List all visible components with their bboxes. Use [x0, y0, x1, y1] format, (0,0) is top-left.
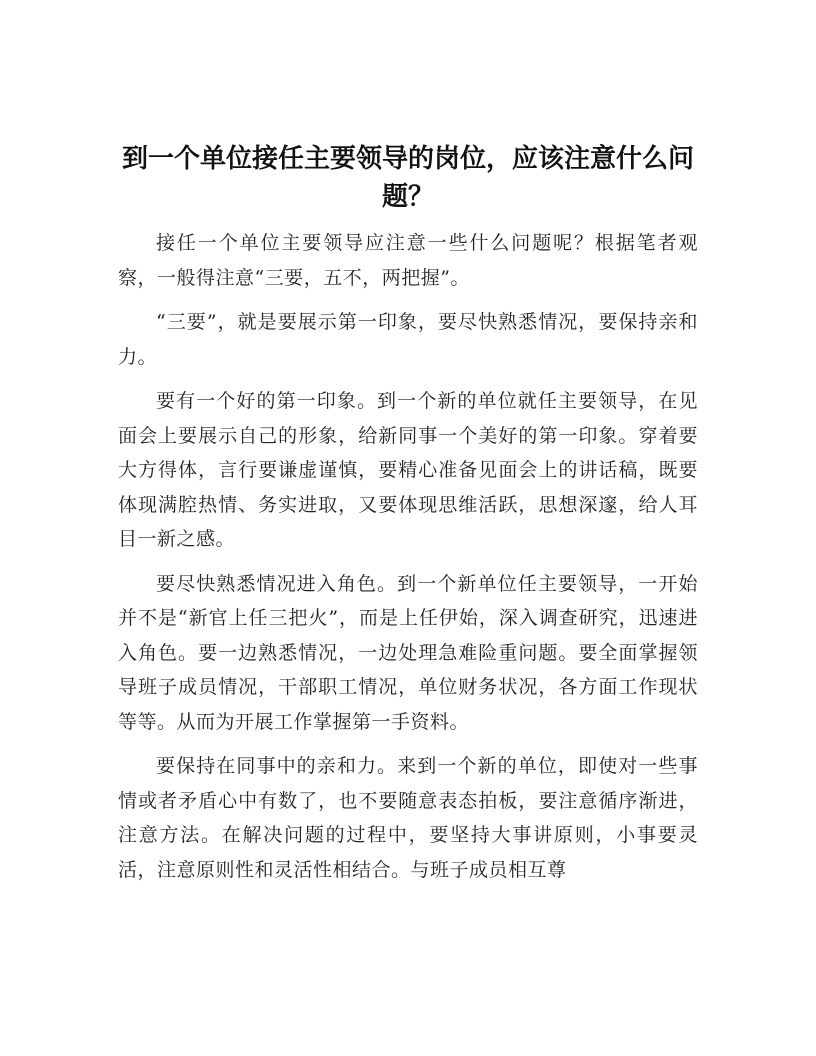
- document-title: 到一个单位接任主要领导的岗位，应该注意什么问题？: [121, 144, 694, 212]
- document-body: [118, 226, 698, 897]
- paragraph-three-musts: “三要”，就是要展示第一印象，要尽快熟悉情况，要保持亲和力。: [118, 311, 698, 368]
- paragraph-familiarize: 要尽快熟悉情况进入角色。到一个新单位任主要领导，一开始并不是“新官上任三把火”，而是上任伊始，深入调查研究，迅速进入角色。要一边熟悉情况，一边处理急难险重问题。要全面掌握领导班子成员情况，干部职工情况，单位财务状况，各方面工作现状等等。从而为开展工作掌握第一手资料。: [118, 572, 698, 733]
- paragraph-first-impression: 要有一个好的第一印象。到一个新的单位就任主要领导，在见面会上要展示自己的形象，给新同事一个美好的第一印象。穿着要大方得体，言行要谦虚谨慎，要精心准备见面会上的讲话稿，既要体现满腔热情、务实进取，又要体现思维活跃，思想深邃，给人耳目一新之感。: [118, 390, 698, 550]
- paragraph-affinity: 要保持在同事中的亲和力。来到一个新的单位，即使对一些事情或者矛盾心中有数了，也不要随意表态拍板，要注意循序渐进，注意方法。在解决问题的过程中，要坚持大事讲原则，小事要灵活，注意原则性和灵活性相结合。与班子成员相互尊: [118, 755, 698, 881]
- paragraph-intro: 接任一个单位主要领导应注意一些什么问题呢？根据笔者观察，一般得注意“三要，五不，两把握”。: [118, 232, 698, 289]
